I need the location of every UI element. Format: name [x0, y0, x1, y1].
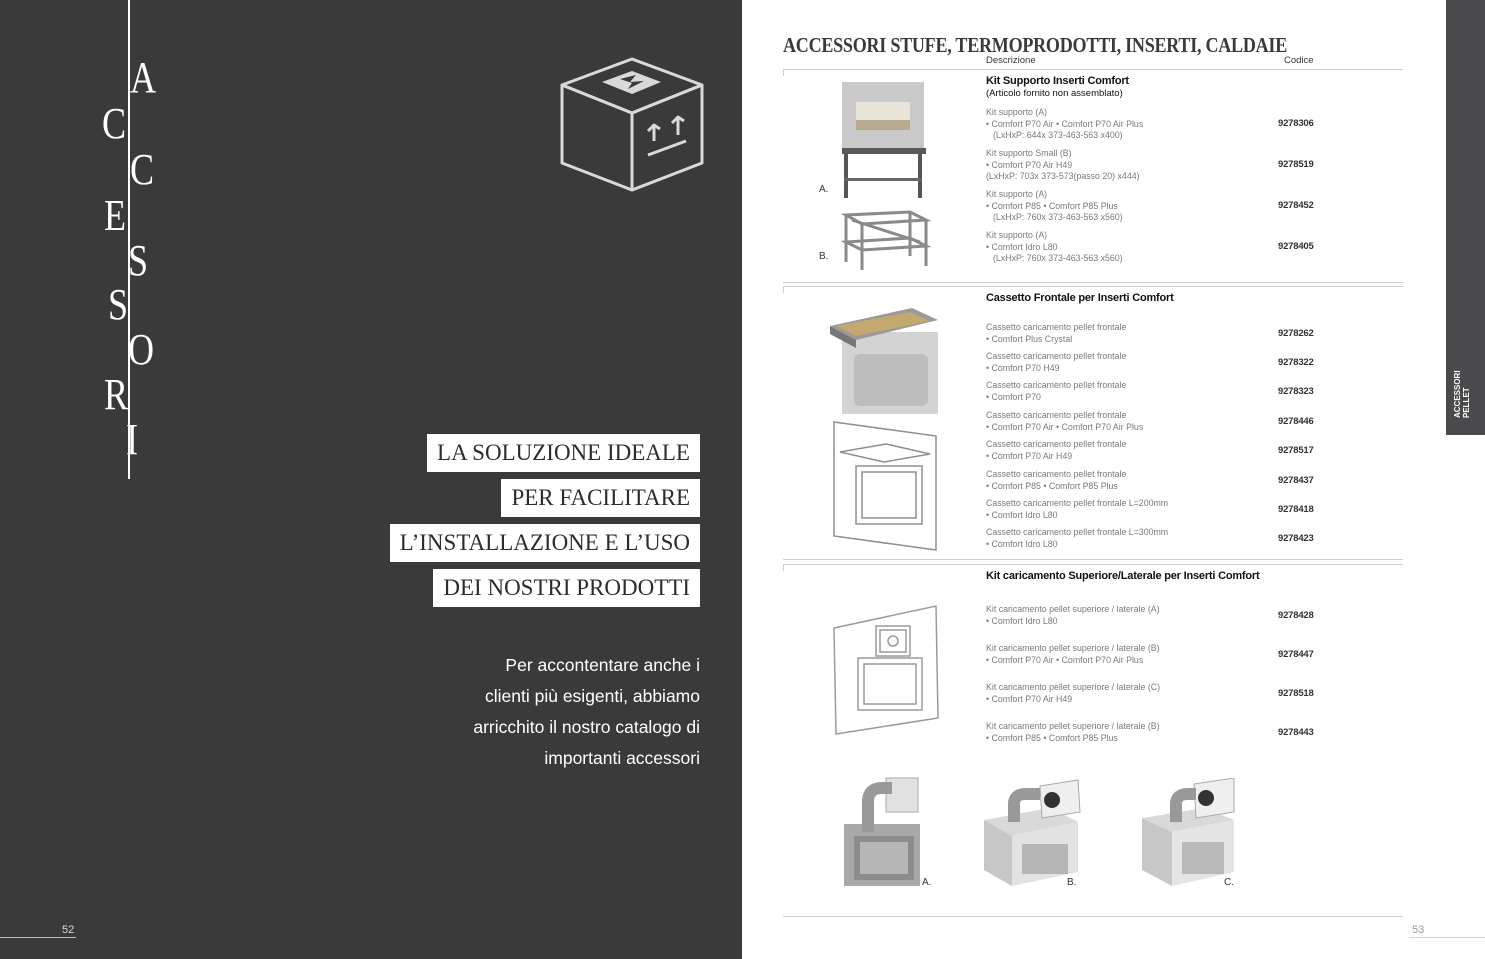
item-line: Cassetto caricamento pellet frontale L=200mm	[986, 498, 1169, 508]
slogan-line: LA SOLUZIONE IDEALE	[427, 434, 700, 472]
product-code: 9278418	[1278, 504, 1314, 515]
title-letter: R	[104, 370, 129, 419]
page-number-rule	[1409, 937, 1485, 938]
item-line: Kit caricamento pellet superiore / laterale (A)	[986, 604, 1160, 614]
list-item	[986, 189, 1123, 224]
item-line: Kit supporto Small (B)	[986, 148, 1072, 158]
title-letter: S	[128, 236, 149, 285]
slogan-line: DEI NOSTRI PRODOTTI	[433, 569, 700, 607]
side-tab-line: ACCESSORI	[1453, 370, 1462, 418]
item-line: • Comfort P85 • Comfort P85 Plus	[986, 480, 1118, 491]
section-title: Kit caricamento Superiore/Laterale per Inserti Comfort	[986, 570, 1260, 582]
list-item	[986, 230, 1123, 265]
product-code: 9278519	[1278, 159, 1314, 170]
item-line: • Comfort P70 H49	[986, 362, 1060, 373]
title-letter: I	[126, 415, 139, 464]
item-line: • Comfort Idro L80	[986, 509, 1058, 520]
description-line: arricchito il nostro catalogo di	[473, 717, 700, 737]
list-item	[986, 498, 1168, 521]
section-title: Cassetto Frontale per Inserti Comfort	[986, 292, 1174, 304]
list-item	[986, 604, 1160, 627]
item-line: Kit caricamento pellet superiore / laterale (C)	[986, 682, 1161, 692]
page-number: 52	[62, 924, 75, 936]
list-item	[986, 380, 1126, 403]
product-code: 9278443	[1278, 727, 1314, 738]
front-drawer-image	[826, 304, 942, 552]
item-line: Kit caricamento pellet superiore / laterale (B)	[986, 643, 1160, 653]
page-number: 53	[1412, 924, 1425, 936]
product-code: 9278446	[1278, 416, 1314, 427]
description-line: importanti accessori	[544, 748, 700, 768]
support-kit-image	[836, 80, 936, 276]
item-line: Kit caricamento pellet superiore / laterale (B)	[986, 721, 1160, 731]
list-item	[986, 410, 1143, 433]
column-header-code: Codice	[1284, 55, 1314, 66]
list-item	[986, 721, 1160, 744]
item-line: Kit supporto (A)	[986, 230, 1048, 240]
title-letter: C	[130, 145, 155, 194]
top-loading-kit-image	[828, 602, 942, 738]
list-item	[986, 643, 1160, 666]
product-code: 9278428	[1278, 610, 1314, 621]
product-code: 9278517	[1278, 445, 1314, 456]
product-code: 9278452	[1278, 200, 1314, 211]
product-code: 9278322	[1278, 357, 1314, 368]
item-line: • Comfort Idro L80	[986, 241, 1058, 252]
side-tab-line: PELLET	[1462, 387, 1471, 418]
page-title: ACCESSORI STUFE, TERMOPRODOTTI, INSERTI, CALDAIE	[783, 33, 1287, 57]
item-line: • Comfort P85 • Comfort P85 Plus	[986, 200, 1118, 211]
section-title: Kit Supporto Inserti Comfort	[986, 75, 1129, 87]
kit-a-image	[838, 772, 926, 890]
box-icon	[558, 55, 706, 195]
item-line: Cassetto caricamento pellet frontale	[986, 351, 1127, 361]
image-label: A.	[819, 184, 829, 195]
list-item	[986, 469, 1126, 492]
item-line: (LxHxP: 703x 373-573(passo 20) x444)	[986, 171, 1140, 181]
list-item	[986, 682, 1160, 705]
title-letter: A	[130, 53, 157, 102]
column-header-description: Descrizione	[986, 55, 1036, 66]
list-item	[986, 148, 1140, 183]
item-line: • Comfort P70 Air H49	[986, 693, 1073, 704]
item-line: • Comfort P70 Air H49	[986, 450, 1073, 461]
item-line: (LxHxP: 760x 373-463-563 x560)	[993, 253, 1123, 263]
item-line: • Comfort P70 Air • Comfort P70 Air Plus	[986, 118, 1144, 129]
item-line: (LxHxP: 644x 373-463-563 x400)	[993, 130, 1123, 140]
left-page	[0, 0, 742, 959]
item-line: Cassetto caricamento pellet frontale	[986, 322, 1127, 332]
page-number-rule	[0, 937, 76, 938]
list-item	[986, 322, 1126, 345]
item-line: Cassetto caricamento pellet frontale L=300mm	[986, 527, 1169, 537]
item-line: • Comfort Plus Crystal	[986, 333, 1073, 344]
image-label: A.	[922, 877, 932, 888]
image-label: B.	[1067, 877, 1077, 888]
product-code: 9278405	[1278, 241, 1314, 252]
slogan-line: PER FACILITARE	[501, 479, 700, 517]
slogan-line: L’INSTALLAZIONE E L’USO	[390, 524, 700, 562]
image-label: B.	[819, 251, 829, 262]
item-line: • Comfort P85 • Comfort P85 Plus	[986, 732, 1118, 743]
item-line: • Comfort P70 Air H49	[986, 159, 1073, 170]
item-line: • Comfort P70 Air • Comfort P70 Air Plus	[986, 421, 1144, 432]
item-line: Kit supporto (A)	[986, 189, 1048, 199]
item-line: • Comfort Idro L80	[986, 538, 1058, 549]
product-code: 9278447	[1278, 649, 1314, 660]
list-item	[986, 107, 1143, 142]
item-line: • Comfort P70	[986, 391, 1041, 402]
item-line: Cassetto caricamento pellet frontale	[986, 410, 1127, 420]
list-item	[986, 439, 1126, 462]
product-code: 9278306	[1278, 118, 1314, 129]
kit-b-image	[980, 778, 1084, 890]
title-letter: O	[128, 325, 155, 374]
list-item	[986, 527, 1168, 550]
title-letter: C	[102, 99, 127, 148]
description-line: Per accontentare anche i	[505, 655, 700, 675]
section-subtitle: (Articolo fornito non assemblato)	[986, 88, 1123, 99]
product-code: 9278518	[1278, 688, 1314, 699]
kit-c-image	[1138, 778, 1238, 890]
item-line: • Comfort Idro L80	[986, 615, 1058, 626]
product-code: 9278437	[1278, 475, 1314, 486]
item-line: Cassetto caricamento pellet frontale	[986, 380, 1127, 390]
product-code: 9278262	[1278, 328, 1314, 339]
list-item	[986, 351, 1126, 374]
item-line: Kit supporto (A)	[986, 107, 1048, 117]
description-line: clienti più esigenti, abbiamo	[485, 686, 700, 706]
product-code: 9278423	[1278, 533, 1314, 544]
item-line: Cassetto caricamento pellet frontale	[986, 439, 1127, 449]
product-code: 9278323	[1278, 386, 1314, 397]
title-letter: S	[108, 280, 129, 329]
side-tab-label	[1453, 370, 1471, 418]
item-line: • Comfort P70 Air • Comfort P70 Air Plus	[986, 654, 1144, 665]
item-line: Cassetto caricamento pellet frontale	[986, 469, 1127, 479]
title-letter: E	[104, 191, 127, 240]
item-line: (LxHxP: 760x 373-463-563 x560)	[993, 212, 1123, 222]
image-label: C.	[1224, 877, 1234, 888]
